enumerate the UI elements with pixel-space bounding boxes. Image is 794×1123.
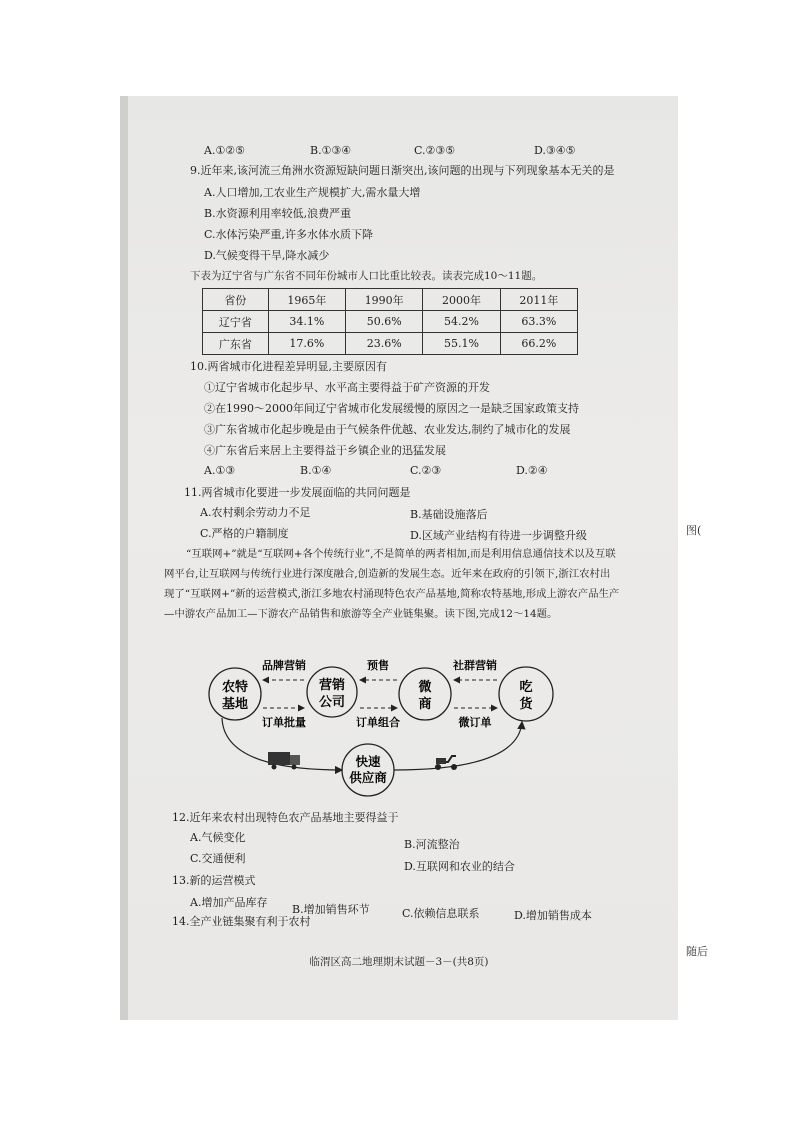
table-header-cell: 2000年 <box>423 289 500 311</box>
q13-stem: 13.新的运营模式 <box>172 874 256 887</box>
q12-option-b: B.河流整治 <box>404 838 460 851</box>
q10-item-4: ④广东省后来居上主要得益于乡镇企业的迅猛发展 <box>204 444 446 457</box>
label-brand-marketing: 品牌营销 <box>262 659 306 672</box>
q8-option-b: B.①③④ <box>310 144 352 157</box>
table-header-row <box>203 289 578 311</box>
q12-stem: 12.近年来农村出现特色农产品基地主要得益于 <box>172 811 399 824</box>
farm-node-line1: 农特 <box>221 680 249 695</box>
table-cell: 66.2% <box>500 333 577 355</box>
q13-option-c: C.依赖信息联系 <box>402 907 480 920</box>
side-fragment-then: 随后 <box>686 945 708 958</box>
q10-item-2: ②在1990～2000年间辽宁省城市化发展缓慢的原因之一是缺乏国家政策支持 <box>204 402 579 415</box>
q14-stem: 14.全产业链集聚有利于农村 <box>172 915 311 928</box>
q11-option-c: C.严格的户籍制度 <box>200 527 289 540</box>
q13-option-d: D.增加销售成本 <box>514 909 592 922</box>
q10-option-c: C.②③ <box>410 464 442 477</box>
marketing-node-line1: 营销 <box>318 678 346 693</box>
label-presale: 预售 <box>367 659 389 672</box>
q13-option-b: B.增加销售环节 <box>292 903 370 916</box>
q9-option-b: B.水资源利用率较低,浪费严重 <box>204 207 352 220</box>
table-cell: 34.1% <box>268 311 345 333</box>
table-cell: 23.6% <box>346 333 423 355</box>
q10-option-b: B.①④ <box>300 464 332 477</box>
q12-option-d: D.互联网和农业的结合 <box>404 860 515 873</box>
table-row <box>203 333 578 355</box>
micro-node-line1: 微 <box>418 680 432 695</box>
label-micro-order: 微订单 <box>458 716 492 729</box>
table-cell: 54.2% <box>423 311 500 333</box>
q12-option-c: C.交通便利 <box>190 852 246 865</box>
passage-text: “互联网+”就是“互联网+各个传统行业”,不是简单的两者相加,而是利用信息通信技术以及互联网平台,让互联网与传统行业进行深度融合,创造新的发展生态。近年来在政府的引领下,浙江农村出现了“互联网+”新的运营模式,浙江多地农村涌现特色农产品基地,简称农特基地,形成上游农产品生产—中游农产品加工—下游农产品销售和旅游等全产业链集聚。读下图,完成12～14题。 <box>164 548 620 620</box>
marketing-node-line2: 公司 <box>318 695 346 710</box>
q11-option-b: B.基础设施落后 <box>410 508 488 521</box>
table-row <box>203 311 578 333</box>
table-intro: 下表为辽宁省与广东省不同年份城市人口比重比较表。读表完成10～11题。 <box>190 270 543 282</box>
consumer-node-line1: 吃 <box>519 680 533 695</box>
q8-option-c: C.②③⑤ <box>414 144 456 157</box>
q13-option-a: A.增加产品库存 <box>190 896 268 909</box>
q10-item-1: ①辽宁省城市化起步早、水平高主要得益于矿产资源的开发 <box>204 381 490 394</box>
table-cell: 63.3% <box>500 311 577 333</box>
q12-option-a: A.气候变化 <box>190 831 246 844</box>
table-cell: 55.1% <box>423 333 500 355</box>
q9-stem: 9.近年来,该河流三角洲水资源短缺问题日渐突出,该问题的出现与下列现象基本无关的是 <box>190 164 615 177</box>
q9-option-d: D.气候变得干旱,降水减少 <box>204 249 330 262</box>
table-cell: 辽宁省 <box>203 311 269 333</box>
page-edge-shadow <box>120 96 128 1020</box>
q8-option-d: D.③④⑤ <box>534 144 576 157</box>
q10-option-a: A.①③ <box>204 464 236 477</box>
q9-option-c: C.水体污染严重,许多水体水质下降 <box>204 228 374 241</box>
q11-option-a: A.农村剩余劳动力不足 <box>200 506 311 519</box>
express-node-line1: 快速 <box>355 754 381 769</box>
q11-option-d: D.区域产业结构有待进一步调整升级 <box>410 529 587 542</box>
q11-stem: 11.两省城市化要进一步发展面临的共同问题是 <box>184 486 411 499</box>
table-header-cell: 2011年 <box>500 289 577 311</box>
table-cell: 17.6% <box>268 333 345 355</box>
label-order-batch: 订单批量 <box>262 716 306 729</box>
table-cell: 广东省 <box>203 333 269 355</box>
side-fragment-figure: 图( <box>686 524 702 537</box>
q10-stem: 10.两省城市化进程差异明显,主要原因有 <box>190 360 387 373</box>
micro-node-line2: 商 <box>418 697 432 712</box>
table-header-cell: 1990年 <box>346 289 423 311</box>
delivery-path-right <box>394 722 522 770</box>
consumer-node-line2: 货 <box>519 697 533 712</box>
q9-option-a: A.人口增加,工农业生产规模扩大,需水量大增 <box>204 186 421 199</box>
q8-option-a: A.①②⑤ <box>204 144 246 157</box>
supply-chain-diagram <box>200 654 560 802</box>
farm-node-line2: 基地 <box>221 697 249 712</box>
q10-item-3: ③广东省城市化起步晚是由于气候条件优越、农业发达,制约了城市化的发展 <box>204 423 571 436</box>
table-cell: 50.6% <box>346 311 423 333</box>
table-header-cell: 1965年 <box>268 289 345 311</box>
label-social-marketing: 社群营销 <box>453 659 497 672</box>
truck-icon <box>268 752 300 770</box>
table-header-cell: 省份 <box>203 289 269 311</box>
exam-page-photo <box>120 96 678 1020</box>
page-footer: 临渭区高二地理期末试题－3－(共8页) <box>309 956 489 968</box>
urban-population-table <box>202 288 578 355</box>
q10-option-d: D.②④ <box>516 464 548 477</box>
express-node-line2: 供应商 <box>349 770 387 785</box>
label-order-combine: 订单组合 <box>356 716 400 729</box>
